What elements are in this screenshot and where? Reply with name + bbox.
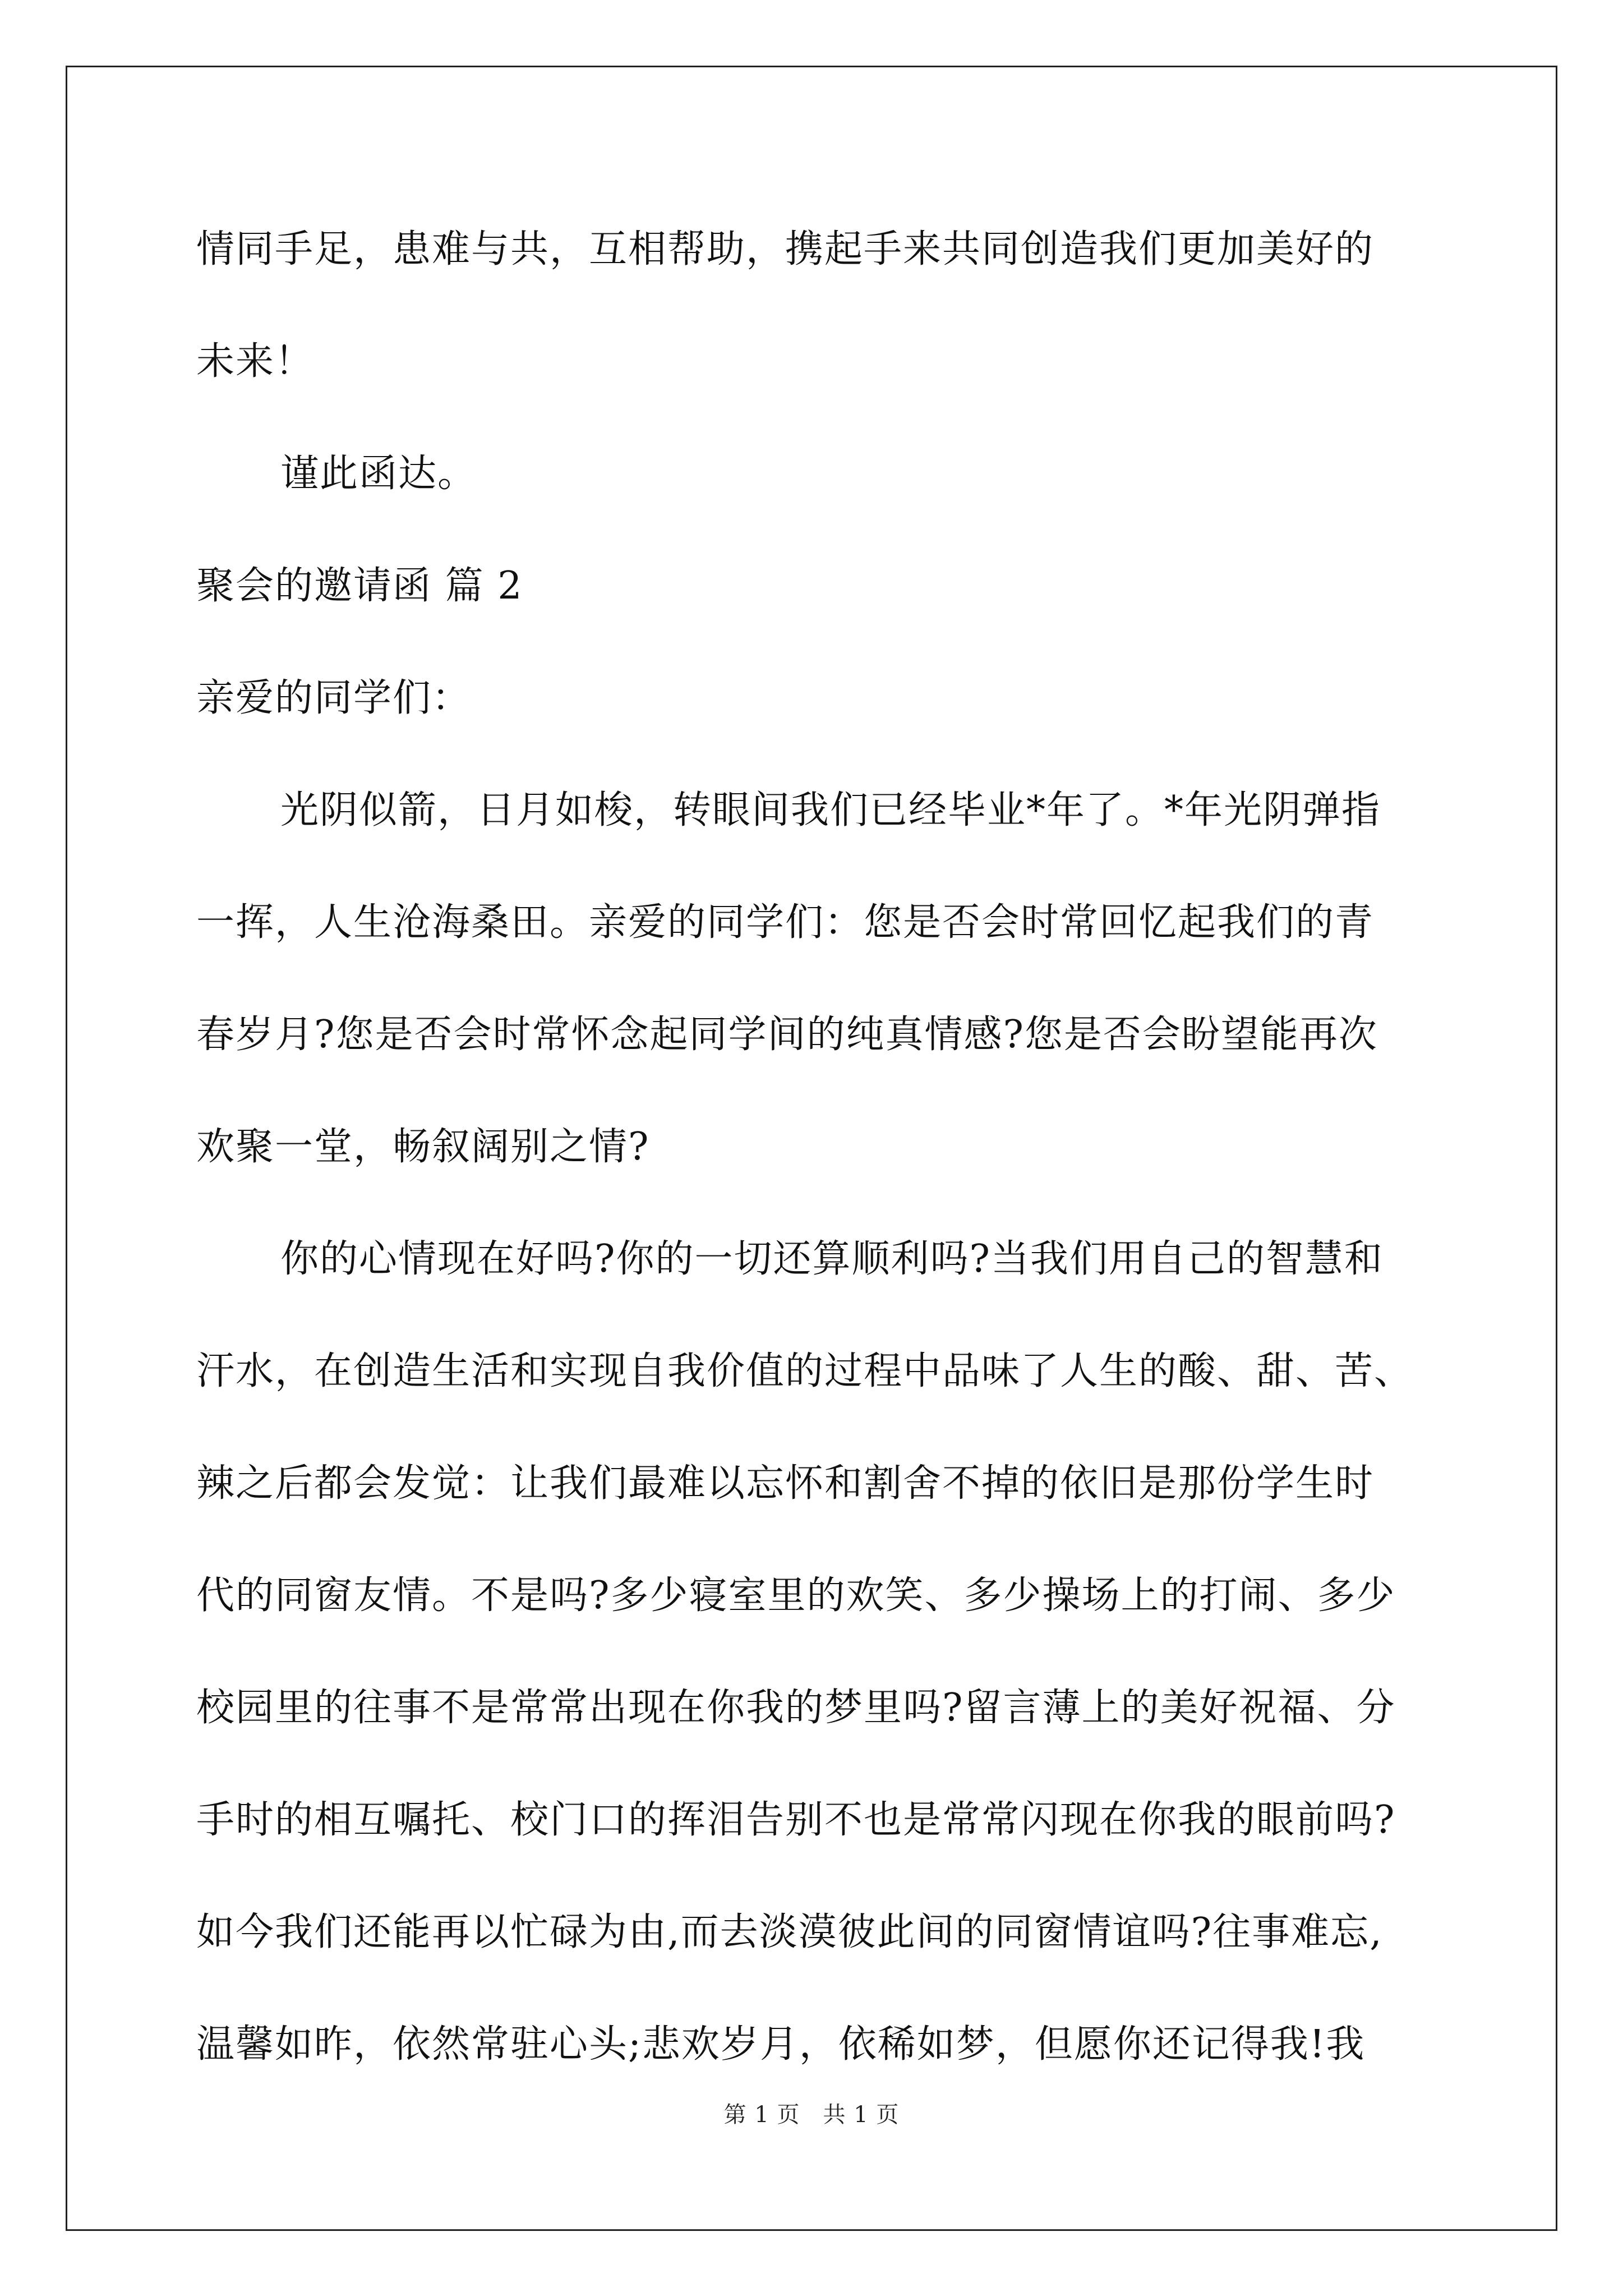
text-line: 代的同窗友情。不是吗?多少寝室里的欢笑、多少操场上的打闹、多少 [196,1573,1396,1618]
text-line: 一挥，人生沧海桑田。亲爱的同学们：您是否会时常回忆起我们的青 [196,900,1375,945]
text-line: 春岁月?您是否会时常怀念起同学间的纯真情感?您是否会盼望能再次 [196,1013,1378,1057]
text-line: 手时的相互嘱托、校门口的挥泪告别不也是常常闪现在你我的眼前吗? [196,1798,1396,1842]
salutation: 亲爱的同学们： [196,676,472,720]
text-line: 你的心情现在好吗?你的一切还算顺利吗?当我们用自己的智慧和 [280,1237,1384,1281]
section-heading: 聚会的邀请函 篇 2 [196,564,523,608]
text-line: 光阴似箭，日月如梭，转眼间我们已经毕业*年了。*年光阴弹指 [280,788,1381,832]
text-line: 欢聚一堂，畅叙阔别之情? [196,1125,650,1169]
text-line: 校园里的往事不是常常出现在你我的梦里吗?留言薄上的美好祝福、分 [196,1686,1396,1730]
text-line: 汗水，在创造生活和实现自我价值的过程中品味了人生的酸、甜、苦、 [196,1349,1414,1393]
text-line: 温馨如昨，依然常驻心头;悲欢岁月，依稀如梦，但愿你还记得我!我 [196,2022,1366,2067]
closing-line: 谨此函达。 [280,452,477,496]
document-body [196,208,1430,2087]
text-line: 情同手足，患难与共，互相帮助，携起手来共同创造我们更加美好的 [196,227,1375,272]
text-line: 如今我们还能再以忙碌为由,而去淡漠彼此间的同窗情谊吗?往事难忘, [196,1910,1383,1954]
text-line: 未来！ [196,339,315,384]
page-number-footer: 第 1 页 共 1 页 [723,2102,900,2128]
text-line: 辣之后都会发觉：让我们最难以忘怀和割舍不掉的依旧是那份学生时 [196,1461,1375,1506]
